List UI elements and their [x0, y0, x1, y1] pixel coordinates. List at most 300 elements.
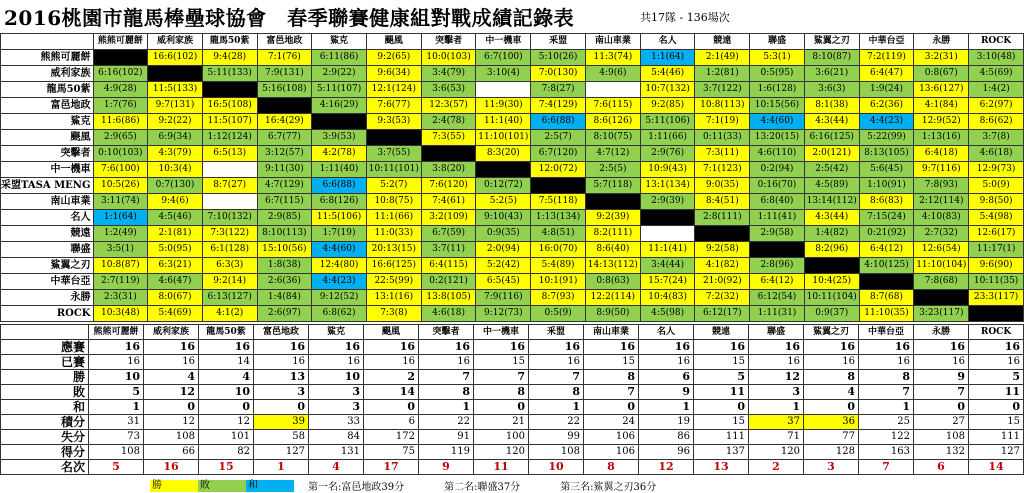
result-cell: 3:5(1) [93, 242, 148, 258]
result-cell: 8:2(96) [804, 242, 859, 258]
result-cell: 11:5(107) [202, 114, 257, 130]
result-cell [640, 210, 695, 226]
result-cell: 5:7(118) [585, 178, 640, 194]
stats-row [1, 355, 1024, 370]
stats-row [1, 445, 1024, 460]
rank-cell: 3 [804, 460, 859, 475]
column-team-name: 釆盟 [529, 325, 584, 340]
result-cell [969, 306, 1024, 322]
result-cell: 11:1(41) [640, 242, 695, 258]
column-team-name: 颶風 [364, 325, 419, 340]
stat-cell: 0 [584, 400, 639, 415]
legend-loss: 敗 [198, 480, 246, 492]
stat-cell: 3 [254, 385, 309, 400]
result-cell: 3:10(4) [476, 66, 531, 82]
row-team-name: 競遠 [1, 226, 94, 242]
row-team-name: 鯊克 [1, 114, 94, 130]
result-cell: 11:10(104) [914, 258, 969, 274]
result-cell: 1:7(19) [312, 226, 367, 242]
result-cell: 7:2(32) [695, 290, 750, 306]
stat-cell: 7 [859, 385, 914, 400]
result-cell: 3:7(11) [421, 242, 476, 258]
result-cell: 7:6(77) [366, 98, 421, 114]
stat-cell: 1 [419, 400, 474, 415]
result-cell: 0:2(121) [421, 274, 476, 290]
stat-cell: 2 [364, 370, 419, 385]
rank-cell: 11 [474, 460, 529, 475]
result-cell [804, 258, 859, 274]
result-cell: 4:1(2) [202, 306, 257, 322]
stat-cell: 16 [144, 340, 199, 355]
row-team-name: 龍馬50紫 [1, 82, 94, 98]
stats-label: 應賽 [1, 340, 89, 355]
result-cell: 0:2(94) [750, 162, 805, 178]
stat-cell: 16 [914, 355, 969, 370]
result-cell: 10:4(83) [640, 290, 695, 306]
stat-cell: 108 [914, 430, 969, 445]
result-cell [93, 50, 148, 66]
result-cell: 9:8(50) [969, 194, 1024, 210]
stat-cell: 5 [694, 370, 749, 385]
result-cell: 4:3(44) [804, 210, 859, 226]
stat-cell: 5 [969, 370, 1024, 385]
result-cell: 0:5(95) [750, 66, 805, 82]
result-cell: 6:16(102) [93, 66, 148, 82]
result-cell: 1:2(81) [695, 66, 750, 82]
stat-cell: 16 [639, 340, 694, 355]
result-cell: 4:3(44) [804, 114, 859, 130]
stat-cell: 8 [859, 370, 914, 385]
result-cell: 0:9(37) [804, 306, 859, 322]
result-cell: 7:10(132) [202, 210, 257, 226]
stat-cell: 16 [199, 340, 254, 355]
matrix-row [1, 114, 1024, 130]
stat-cell: 3 [309, 385, 364, 400]
row-team-name: 颶風 [1, 130, 94, 146]
result-cell: 6:2(36) [859, 98, 914, 114]
column-team-name: 聯盛 [749, 325, 804, 340]
result-cell: 15:7(24) [640, 274, 695, 290]
result-cell: 9:2(58) [695, 242, 750, 258]
corner-cell [1, 325, 89, 340]
result-cell [531, 178, 586, 194]
stat-cell: 15 [969, 415, 1024, 430]
stat-cell: 27 [914, 415, 969, 430]
stat-cell: 16 [364, 355, 419, 370]
result-cell: 6:4(47) [859, 66, 914, 82]
stat-cell: 16 [859, 355, 914, 370]
stat-cell: 16 [969, 355, 1024, 370]
result-cell: 0:7(130) [148, 178, 203, 194]
result-cell: 3:7(122) [695, 82, 750, 98]
result-cell: 2:9(65) [93, 130, 148, 146]
result-cell: 8:1(38) [804, 98, 859, 114]
result-cell: 10:15(56) [750, 98, 805, 114]
result-cell: 3:6(21) [804, 66, 859, 82]
stat-cell: 86 [639, 430, 694, 445]
stat-cell: 24 [584, 415, 639, 430]
rank-cell: 14 [969, 460, 1024, 475]
row-team-name: 永勝 [1, 290, 94, 306]
result-cell: 13:1(134) [640, 178, 695, 194]
result-cell: 6:1(128) [202, 242, 257, 258]
stat-cell: 0 [199, 400, 254, 415]
result-cell: 9:10(43) [476, 210, 531, 226]
stat-cell: 96 [639, 445, 694, 460]
result-cell [202, 82, 257, 98]
column-team-name: 競遠 [695, 34, 750, 50]
stat-cell: 16 [529, 355, 584, 370]
stat-cell: 16 [804, 355, 859, 370]
result-cell: 2:8(96) [750, 258, 805, 274]
stat-cell: 9 [639, 385, 694, 400]
result-cell: 5:2(5) [476, 194, 531, 210]
result-cell: 4:4(60) [312, 242, 367, 258]
result-cell: 6:6(88) [531, 114, 586, 130]
result-cell: 8:6(40) [585, 242, 640, 258]
stat-cell: 163 [859, 445, 914, 460]
column-team-name: 南山車業 [584, 325, 639, 340]
result-cell: 7:8(68) [914, 274, 969, 290]
stat-cell: 1 [859, 400, 914, 415]
result-cell: 7:9(116) [476, 290, 531, 306]
stat-cell: 6 [364, 415, 419, 430]
result-cell [476, 162, 531, 178]
result-cell: 6:7(100) [476, 50, 531, 66]
result-cell: 4:10(83) [914, 210, 969, 226]
result-cell: 5:4(46) [640, 66, 695, 82]
result-cell: 3:7(55) [366, 146, 421, 162]
matrix-row [1, 210, 1024, 226]
matrix-row [1, 66, 1024, 82]
result-cell: 7:4(129) [531, 98, 586, 114]
result-cell: 8:0(67) [148, 290, 203, 306]
result-cell: 12:4(80) [312, 258, 367, 274]
result-cell: 6:16(125) [804, 130, 859, 146]
stat-cell: 8 [584, 370, 639, 385]
result-cell: 11:1(40) [476, 114, 531, 130]
stats-row [1, 370, 1024, 385]
stat-cell: 21 [474, 415, 529, 430]
result-cell: 7:8(93) [914, 178, 969, 194]
result-cell: 4:2(78) [312, 146, 367, 162]
result-cell: 2:0(121) [804, 146, 859, 162]
result-cell: 1:10(91) [859, 178, 914, 194]
result-cell: 2:7(32) [914, 226, 969, 242]
stat-cell: 31 [89, 415, 144, 430]
stat-cell: 16 [529, 340, 584, 355]
result-cell: 9:12(73) [476, 306, 531, 322]
result-cell: 21:0(92) [695, 274, 750, 290]
result-cell: 9:2(85) [640, 98, 695, 114]
result-cell: 0:16(70) [750, 178, 805, 194]
standings-table [0, 324, 1024, 475]
result-cell: 4:6(47) [148, 274, 203, 290]
stat-cell: 0 [969, 400, 1024, 415]
rank-cell: 12 [639, 460, 694, 475]
result-cell: 5:0(95) [148, 242, 203, 258]
column-team-name: 威利家族 [148, 34, 203, 50]
result-cell: 2:9(76) [640, 146, 695, 162]
result-cell: 10:0(103) [421, 50, 476, 66]
stat-cell: 66 [144, 445, 199, 460]
result-cell: 5:4(98) [969, 210, 1024, 226]
result-cell: 10:8(113) [695, 98, 750, 114]
result-cell: 8:7(68) [859, 290, 914, 306]
result-cell: 7:9(131) [257, 66, 312, 82]
stats-row [1, 385, 1024, 400]
result-cell: 4:1(82) [695, 258, 750, 274]
result-cell: 4:5(98) [640, 306, 695, 322]
result-cell: 16:4(29) [257, 114, 312, 130]
stat-cell: 131 [309, 445, 364, 460]
result-cell: 7:0(130) [531, 66, 586, 82]
rank-cell: 4 [309, 460, 364, 475]
result-cell: 9:11(30) [257, 162, 312, 178]
result-cell: 5:16(108) [257, 82, 312, 98]
result-cell [148, 66, 203, 82]
result-cell: 10:9(43) [640, 162, 695, 178]
result-cell: 4:8(51) [531, 226, 586, 242]
result-cell: 9:7(131) [148, 98, 203, 114]
stat-cell: 10 [89, 370, 144, 385]
result-cell: 4:7(12) [585, 146, 640, 162]
row-team-name: 中華台亞 [1, 274, 94, 290]
stat-cell: 14 [364, 385, 419, 400]
result-cell: 9:2(65) [366, 50, 421, 66]
rank-cell: 16 [144, 460, 199, 475]
result-cell: 2:8(111) [695, 210, 750, 226]
result-cell [750, 242, 805, 258]
result-cell: 12:9(73) [969, 162, 1024, 178]
result-cell: 7:4(61) [421, 194, 476, 210]
result-cell: 8:7(93) [531, 290, 586, 306]
result-cell: 4:5(46) [148, 210, 203, 226]
result-cell: 7:3(122) [202, 226, 257, 242]
stats-row [1, 340, 1024, 355]
matrix-row [1, 162, 1024, 178]
result-cell: 4:6(18) [421, 306, 476, 322]
result-cell [366, 130, 421, 146]
stats-row [1, 430, 1024, 445]
result-cell: 2:5(42) [804, 162, 859, 178]
result-cell: 16:6(125) [366, 258, 421, 274]
result-cell: 4:9(28) [93, 82, 148, 98]
stats-label: 敗 [1, 385, 89, 400]
result-cell: 4:16(29) [312, 98, 367, 114]
rank-cell: 15 [199, 460, 254, 475]
stat-cell: 16 [419, 340, 474, 355]
result-cell: 2:0(94) [476, 242, 531, 258]
result-cell: 8:10(87) [804, 50, 859, 66]
rank-cell: 8 [584, 460, 639, 475]
result-cell: 12:2(114) [585, 290, 640, 306]
column-team-name: 熊熊可麗餅 [89, 325, 144, 340]
result-cell: 23:3(117) [969, 290, 1024, 306]
result-cell: 1:12(124) [202, 130, 257, 146]
stat-cell: 7 [914, 385, 969, 400]
result-cell: 1:2(49) [93, 226, 148, 242]
rank-cell: 17 [364, 460, 419, 475]
result-cell: 4:1(84) [914, 98, 969, 114]
column-team-name: 富邑地政 [257, 34, 312, 50]
stat-cell: 16 [694, 340, 749, 355]
result-cell: 6:7(77) [257, 130, 312, 146]
matrix-row [1, 306, 1024, 322]
column-team-name: 釆盟 [531, 34, 586, 50]
stat-cell: 7 [419, 370, 474, 385]
stat-cell: 0 [474, 400, 529, 415]
result-cell: 1:11(41) [750, 210, 805, 226]
stat-cell: 16 [749, 340, 804, 355]
result-cell: 1:4(2) [969, 82, 1024, 98]
result-cell: 10:1(91) [531, 274, 586, 290]
result-cell [859, 274, 914, 290]
row-team-name: 富邑地政 [1, 98, 94, 114]
result-cell: 7:6(115) [585, 98, 640, 114]
result-cell: 16:5(108) [202, 98, 257, 114]
result-cell: 8:6(83) [859, 194, 914, 210]
result-cell [476, 82, 531, 98]
column-team-name: 突擊者 [421, 34, 476, 50]
result-cell: 6:4(12) [859, 242, 914, 258]
corner-cell [1, 34, 94, 50]
column-team-name: 聯盛 [750, 34, 805, 50]
result-cell: 8:9(50) [585, 306, 640, 322]
rank-cell: 7 [859, 460, 914, 475]
result-cell: 1:4(84) [257, 290, 312, 306]
result-cell: 10:11(101) [366, 162, 421, 178]
column-team-name: 中一機車 [476, 34, 531, 50]
matrix-row [1, 146, 1024, 162]
result-cell: 10:4(25) [804, 274, 859, 290]
result-cell: 6:7(115) [257, 194, 312, 210]
stat-cell: 111 [969, 430, 1024, 445]
result-cell: 20:13(15) [366, 242, 421, 258]
stat-cell: 12 [199, 415, 254, 430]
column-team-name: 龍馬50紫 [202, 34, 257, 50]
result-cell: 8:10(75) [585, 130, 640, 146]
result-cell: 0:8(63) [585, 274, 640, 290]
column-team-name: 中一機車 [474, 325, 529, 340]
result-cell: 2:9(39) [640, 194, 695, 210]
result-cell: 6:12(17) [695, 306, 750, 322]
result-cell: 5:6(45) [859, 162, 914, 178]
rank-cell: 10 [529, 460, 584, 475]
result-cell: 2:5(7) [531, 130, 586, 146]
matrix-row [1, 258, 1024, 274]
result-cell: 3:10(48) [969, 50, 1024, 66]
row-team-name: ROCK [1, 306, 94, 322]
result-cell: 10:11(104) [804, 290, 859, 306]
stat-cell: 122 [859, 430, 914, 445]
stat-cell: 16 [419, 355, 474, 370]
result-cell: 12:3(57) [421, 98, 476, 114]
stat-cell: 12 [749, 370, 804, 385]
stat-cell: 111 [694, 430, 749, 445]
stat-cell: 7 [474, 370, 529, 385]
result-cell: 2:9(58) [750, 226, 805, 242]
stat-cell: 132 [914, 445, 969, 460]
result-cell: 13:1(16) [366, 290, 421, 306]
stats-label: 得分 [1, 445, 89, 460]
stat-cell: 5 [89, 385, 144, 400]
matrix-row [1, 98, 1024, 114]
result-cell: 9:3(53) [366, 114, 421, 130]
column-team-name: 颶風 [366, 34, 421, 50]
stat-cell: 108 [144, 430, 199, 445]
stat-cell: 7 [584, 385, 639, 400]
result-cell: 1:13(16) [914, 130, 969, 146]
stats-row [1, 460, 1024, 475]
result-cell: 8:7(27) [202, 178, 257, 194]
result-cell: 6:8(126) [312, 194, 367, 210]
stat-cell: 36 [804, 415, 859, 430]
result-cell: 3:8(20) [421, 162, 476, 178]
result-cell: 6:8(40) [750, 194, 805, 210]
row-team-name: 突擊者 [1, 146, 94, 162]
stat-cell: 8 [419, 385, 474, 400]
stat-cell: 1 [89, 400, 144, 415]
row-team-name: 采盟TASA MENG [1, 178, 94, 194]
stat-cell: 16 [309, 340, 364, 355]
stat-cell: 119 [419, 445, 474, 460]
result-cell: 6:4(18) [914, 146, 969, 162]
result-cell: 7:15(24) [859, 210, 914, 226]
stat-cell: 127 [969, 445, 1024, 460]
legend-win: 勝 [150, 480, 198, 492]
result-cell: 6:4(115) [421, 258, 476, 274]
stat-cell: 9 [914, 370, 969, 385]
result-cell: 10:8(87) [93, 258, 148, 274]
stat-cell: 128 [804, 445, 859, 460]
result-cell: 4:4(23) [312, 274, 367, 290]
result-cell: 3:6(53) [421, 82, 476, 98]
stat-cell: 16 [254, 355, 309, 370]
stat-cell: 0 [694, 400, 749, 415]
stat-cell: 10 [309, 370, 364, 385]
result-cell: 8:2(111) [585, 226, 640, 242]
result-cell: 4:6(110) [750, 146, 805, 162]
result-cell: 3:9(53) [312, 130, 367, 146]
column-team-name: 永勝 [914, 325, 969, 340]
result-cell: 16:0(70) [531, 242, 586, 258]
result-cell: 7:1(19) [695, 114, 750, 130]
result-cell: 6:3(21) [148, 258, 203, 274]
result-cell: 12:1(124) [366, 82, 421, 98]
result-cell: 12:9(52) [914, 114, 969, 130]
result-cell: 6:13(127) [202, 290, 257, 306]
column-team-name: 名人 [639, 325, 694, 340]
result-cell: 13:14(112) [804, 194, 859, 210]
stats-label: 勝 [1, 370, 89, 385]
result-cell: 1:11(31) [750, 306, 805, 322]
rank-cell: 2 [749, 460, 804, 475]
result-cell: 13:6(127) [914, 82, 969, 98]
stat-cell: 0 [254, 400, 309, 415]
row-team-name: 熊熊可麗餅 [1, 50, 94, 66]
rank-cell: 1 [254, 460, 309, 475]
result-cell: 9:2(39) [585, 210, 640, 226]
result-cell: 9:7(116) [914, 162, 969, 178]
stat-cell: 120 [474, 445, 529, 460]
stat-cell: 4 [804, 385, 859, 400]
result-cell: 10:3(4) [148, 162, 203, 178]
stat-cell: 8 [529, 385, 584, 400]
stat-cell: 108 [89, 445, 144, 460]
stat-cell: 77 [804, 430, 859, 445]
stat-cell: 1 [639, 400, 694, 415]
